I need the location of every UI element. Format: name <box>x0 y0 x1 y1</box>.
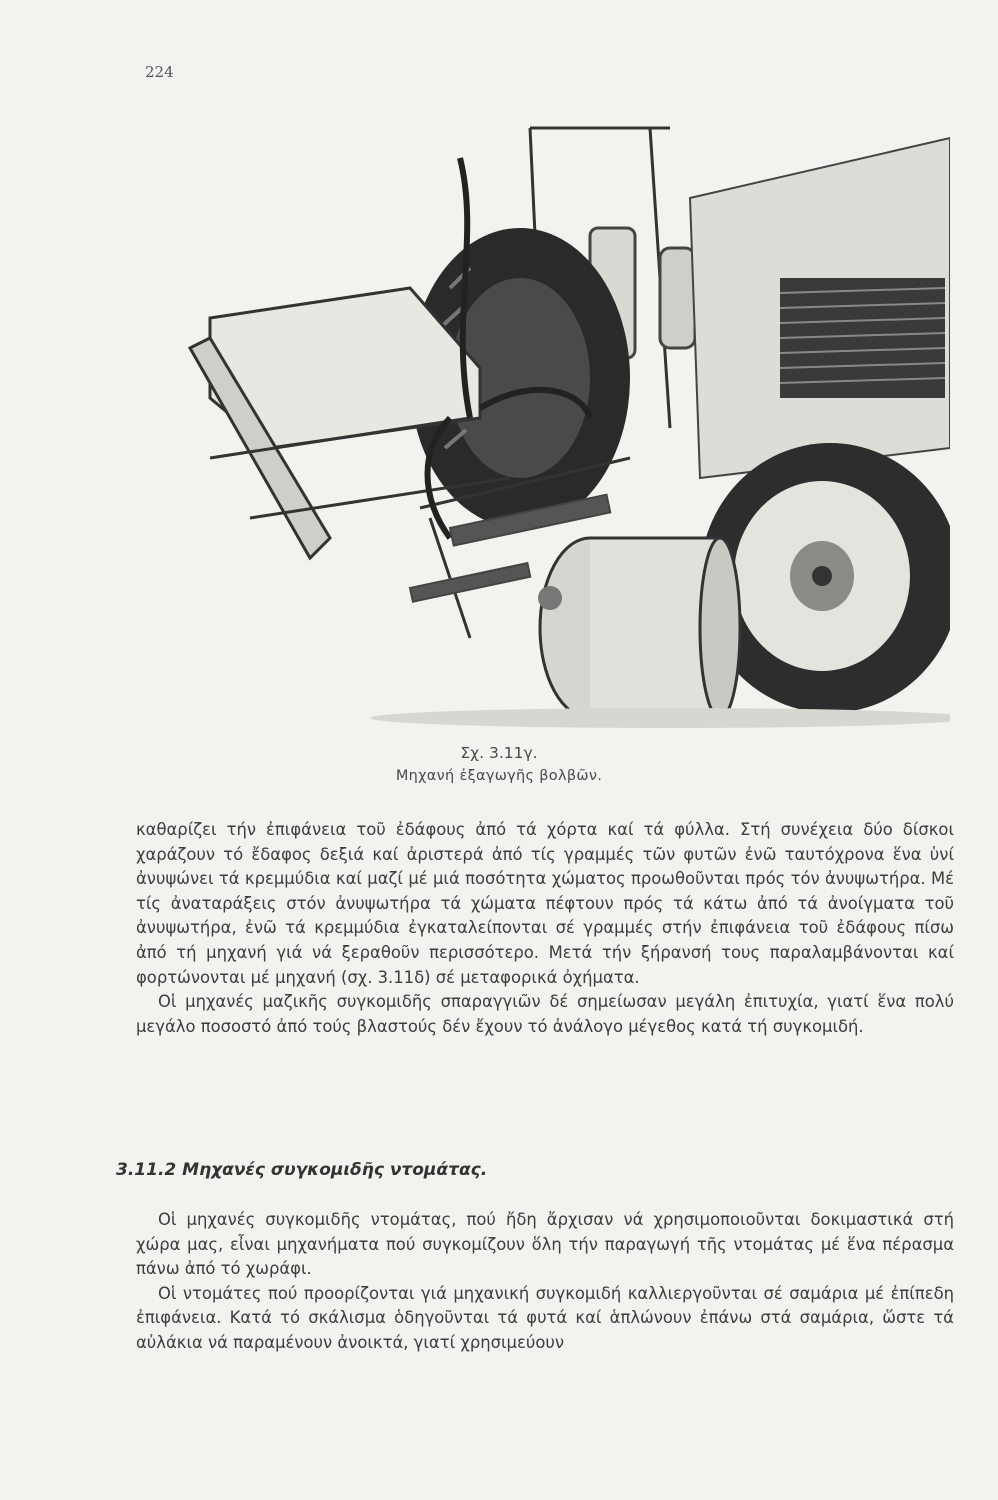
figure-caption: Μηχανή ἐξαγωγῆς βολβῶν. <box>395 768 603 784</box>
paragraph: καθαρίζει τήν ἐπιφάνεια τοῦ ἐδάφους ἀπό τά χόρτα καί τά φύλλα. Στή συνέχεια δύο δίσκοι χαράζουν τό ἔδαφος δεξιά καί ἀριστερά ἀπό τίς γραμμές τῶν φυτῶν ἐνῶ ταυτόχρονα ἕνα ὑνί ἀνυψώνει τά κρεμμύδια καί μαζί μέ μιά ποσότητα χώματος προωθοῦνται πρός τόν ἀνυψωτήρα. Μέ τίς ἀναταράξεις στόν ἀνυψωτήρα τά χώματα πέφτουν πρός τά κάτω ἀπό τά ἀνοίγματα τοῦ ἀνυψωτήρα, ἐνῶ τά κρεμμύδια ἐγκαταλείπονται σέ γραμμές στήν ἐπιφάνεια τοῦ ἐδάφους πίσω ἀπό τή μηχανή γιά νά ξεραθοῦν περισσότερο. Μετά τήν ξήρανσή τους παραλαμβάνονται καί φορτώνονται μέ μηχανή (σχ. 3.11δ) σέ μεταφορικά ὀχήματα. <box>136 820 954 987</box>
tractor-hood <box>690 138 950 478</box>
paragraph: Οἱ μηχανές μαζικῆς συγκομιδῆς σπαραγγιῶν δέ σημείωσαν μεγάλη ἐπιτυχία, γιατί ἕνα πολύ μεγάλο ποσοστό ἀπό τούς βλαστούς δέν ἔχουν τό ἀνάλογο μέγεθος κατά τή συγκομιδή. <box>136 992 954 1036</box>
page-number: 224 <box>145 63 174 81</box>
paragraph: Οἱ ντομάτες πού προορίζονται γιά μηχανική συγκομιδή καλλιεργοῦνται σέ σαμάρια μέ ἐπίπεδη ἐπιφάνεια. Κατά τό σκάλισμα ὁδηγοῦνται τά φυτά καί ἁπλώνουν ἐπάνω στά σαμάρια, ὥστε τά αὐλάκια νά παραμένουν ἀνοικτά, γιατί χρησιμεύουν <box>136 1283 954 1352</box>
press-roller <box>538 538 740 718</box>
text-block-before-heading <box>136 818 954 1039</box>
paragraph: Οἱ μηχανές συγκομιδῆς ντομάτας, πού ἤδη ἄρχισαν νά χρησιμοποιοῦνται δοκιμαστικά στή χώρα μας, εἶναι μηχανήματα πού συγκομίζουν ὅλη τήν παραγωγή τῆς ντομάτας μέ ἕνα πέρασμα πάνω ἀπό τό χωράφι. <box>136 1210 954 1279</box>
figure-onion-harvester-photo <box>150 118 950 730</box>
section-heading: 3.11.2 Μηχανές συγκομιδῆς ντομάτας. <box>116 1160 488 1180</box>
text-block-after-heading <box>136 1208 954 1356</box>
tractor-harvester-illustration <box>150 118 950 730</box>
figure-label: Σχ. 3.11γ. <box>460 744 538 762</box>
